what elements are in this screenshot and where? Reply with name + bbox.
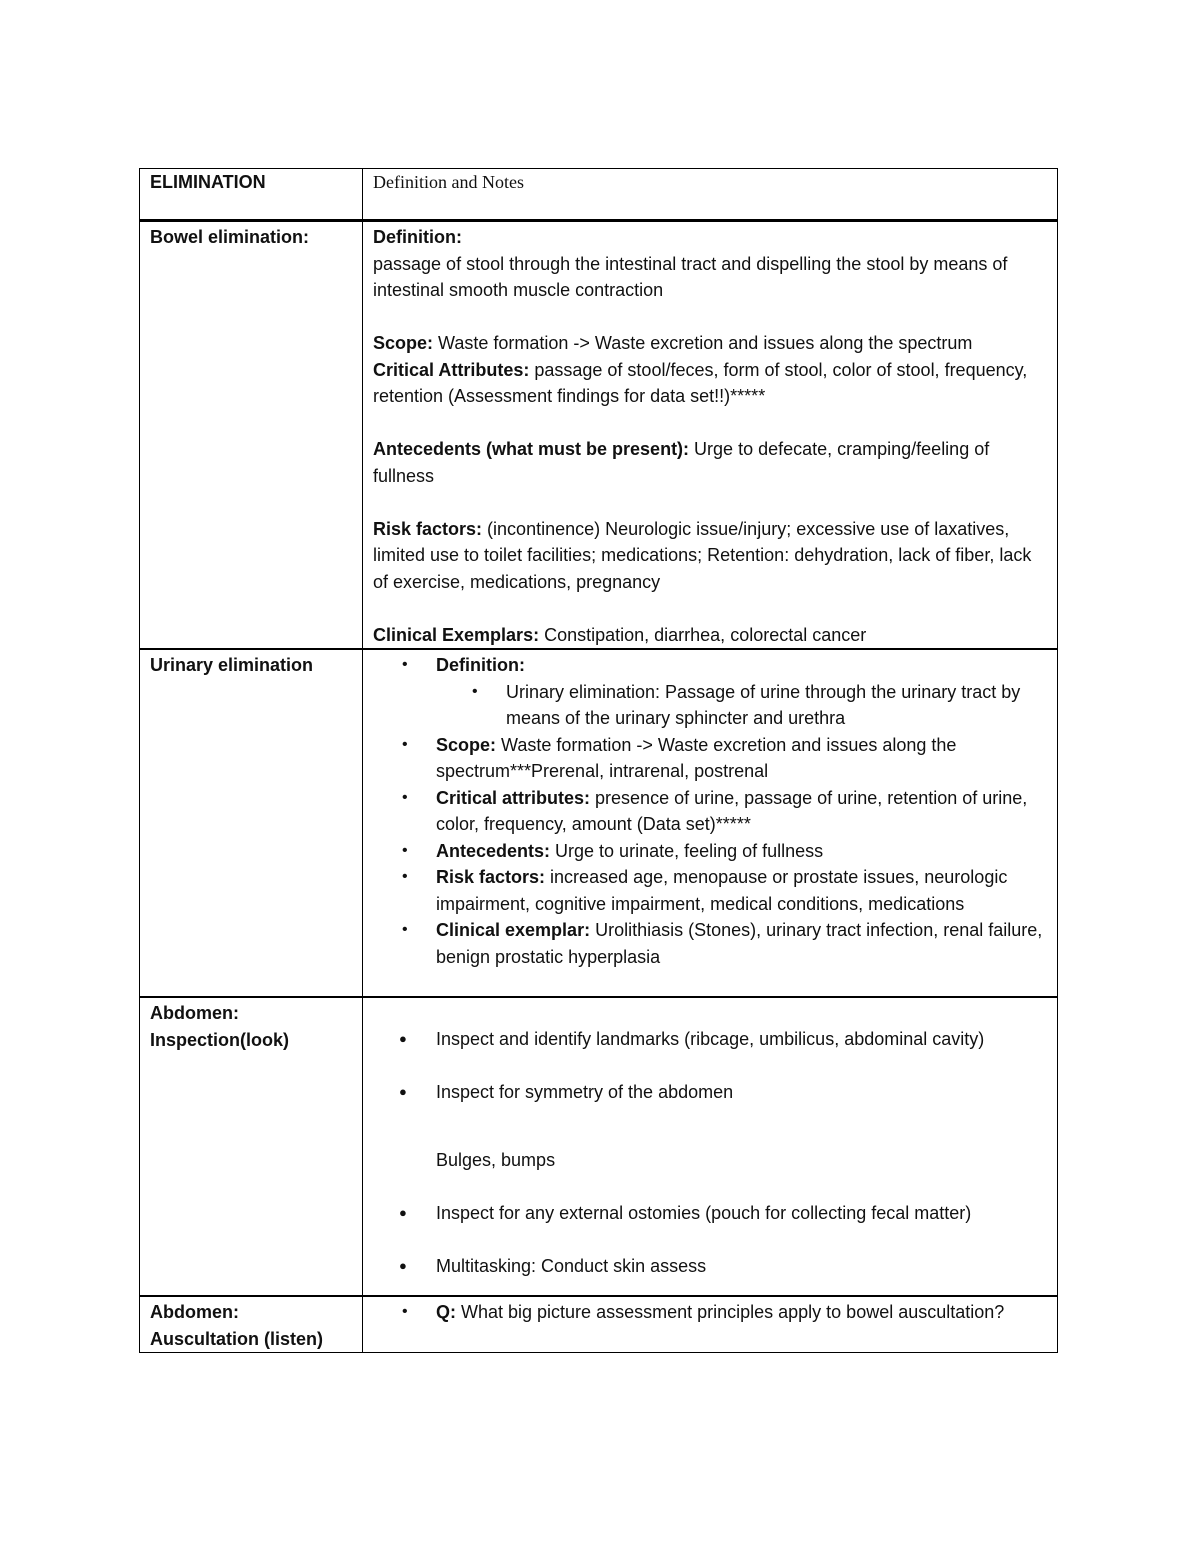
inspection-list <box>366 1026 1047 1053</box>
auscultation-label-cell <box>140 1296 363 1353</box>
header-elimination: ELIMINATION <box>140 169 363 221</box>
bowel-definition-text: passage of stool through the intestinal tract and dispelling the stool by means of intestinal smooth muscle contraction <box>373 253 1008 300</box>
table-row-bowel <box>140 221 1058 650</box>
auscultation-list <box>366 1299 1047 1326</box>
list-item: ● Inspect and identify landmarks (ribcage, umbilicus, abdominal cavity) <box>366 1026 1047 1053</box>
auscultation-label-line1: Abdomen: <box>150 1302 239 1322</box>
header-definition-notes: Definition and Notes <box>363 169 1058 221</box>
list-item: • Clinical exemplar: Urolithiasis (Stones), urinary tract infection, renal failure, benign prostatic hyperplasia <box>366 917 1047 970</box>
list-item: • Critical attributes: presence of urine, passage of urine, retention of urine, color, frequency, amount (Data set)***** <box>366 785 1047 838</box>
table-row-inspection <box>140 997 1058 1296</box>
bowel-definition-label: Definition: <box>373 227 462 247</box>
urinary-list-cont <box>366 732 1047 971</box>
list-item: ● Inspect for symmetry of the abdomen <box>366 1079 1047 1106</box>
list-item: • Q: What big picture assessment principles apply to bowel auscultation? <box>366 1299 1047 1326</box>
bowel-clinical-exemplars: Clinical Exemplars: Constipation, diarrhea, colorectal cancer <box>373 624 867 645</box>
auscultation-notes-cell <box>363 1296 1058 1353</box>
auscultation-label-line2: Auscultation (listen) <box>150 1328 324 1349</box>
table-row-auscultation <box>140 1296 1058 1353</box>
bowel-notes-cell <box>363 221 1058 650</box>
list-item: • Risk factors: increased age, menopause or prostate issues, neurologic impairment, cognitive impairment, medical conditions, medications <box>366 864 1047 917</box>
urinary-label-cell <box>140 649 363 997</box>
urinary-notes-cell <box>363 649 1058 997</box>
table-header-row <box>140 169 1058 221</box>
urinary-list <box>366 652 1047 679</box>
inspection-list-2 <box>366 1079 1047 1106</box>
inspection-note: Bulges, bumps <box>436 1149 556 1170</box>
inspection-label-line1: Abdomen: <box>150 1003 239 1023</box>
urinary-definition-sublist <box>366 679 1047 732</box>
inspection-list-4 <box>366 1253 1047 1280</box>
inspection-list-3 <box>366 1200 1047 1227</box>
inspection-label-line2: Inspection(look) <box>150 1029 289 1050</box>
bowel-label-cell <box>140 221 363 650</box>
bowel-antecedents: Antecedents (what must be present): Urge to defecate, cramping/feeling of fullness <box>373 439 990 486</box>
list-item: • Urinary elimination: Passage of urine through the urinary tract by means of the urinary sphincter and urethra <box>366 679 1047 732</box>
elimination-table <box>139 168 1058 1353</box>
inspection-label-cell <box>140 997 363 1296</box>
table-row-urinary <box>140 649 1058 997</box>
urinary-label: Urinary elimination <box>150 655 314 675</box>
list-item: • Antecedents: Urge to urinate, feeling of fullness <box>366 838 1047 865</box>
bowel-risk-factors: Risk factors: (incontinence) Neurologic issue/injury; excessive use of laxatives, limited use to toilet facilities; medications; Retention: dehydration, lack of fiber, lack of exercise, medications, pregnancy <box>373 518 1032 592</box>
list-item: ● Multitasking: Conduct skin assess <box>366 1253 1047 1280</box>
list-item: ● Inspect for any external ostomies (pouch for collecting fecal matter) <box>366 1200 1047 1227</box>
bowel-scope: Scope: Waste formation -> Waste excretion and issues along the spectrum <box>373 333 973 353</box>
bowel-label: Bowel elimination: <box>150 227 310 247</box>
bowel-critical-attributes: Critical Attributes: passage of stool/feces, form of stool, color of stool, frequency, retention (Assessment findings for data set!!)***** <box>373 359 1028 406</box>
list-item: • Definition: <box>366 652 1047 679</box>
list-item: • Scope: Waste formation -> Waste excretion and issues along the spectrum***Prerenal, intrarenal, postrenal <box>366 732 1047 785</box>
inspection-notes-cell <box>363 997 1058 1296</box>
